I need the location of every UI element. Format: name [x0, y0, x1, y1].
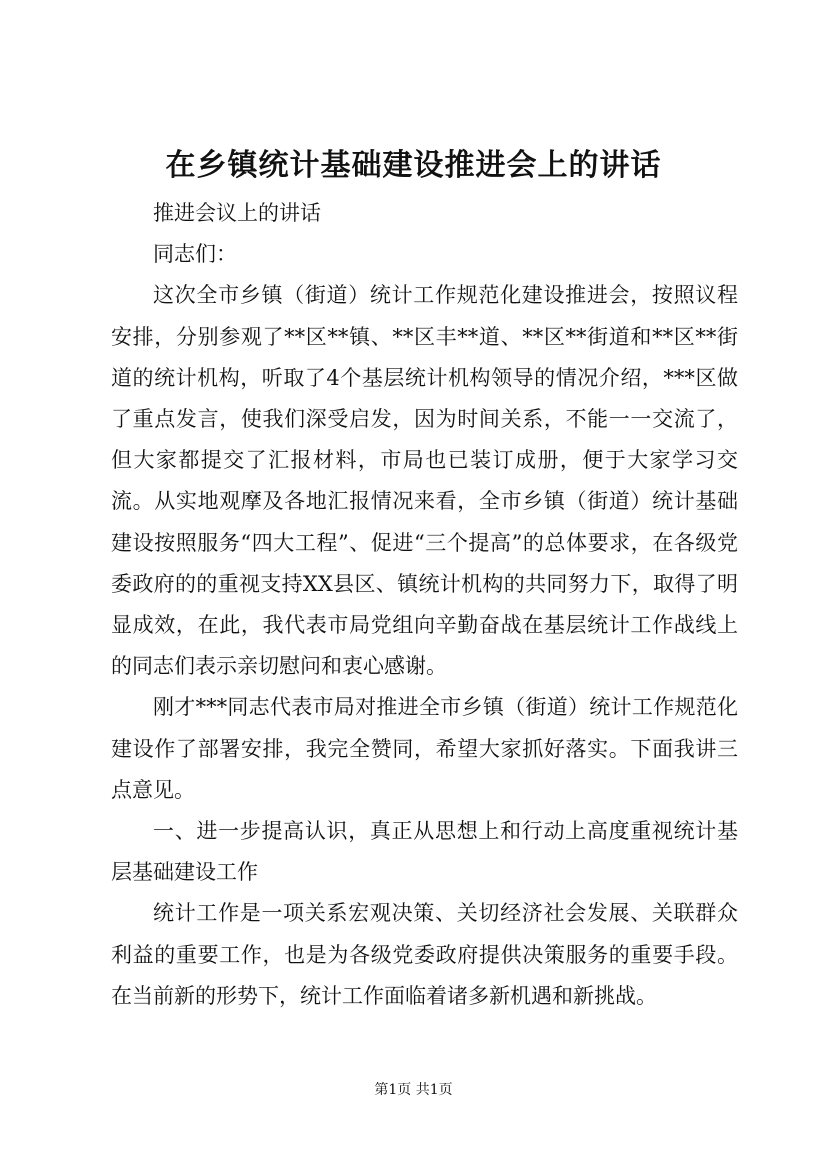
subtitle-paragraph: 推进会议上的讲话	[153, 201, 321, 225]
page-footer: 第1页 共1页	[374, 1082, 453, 1098]
section-heading: 一、进一步提高认识，真正从思想上和行动上高度重视统计基层基础建设工作	[111, 819, 738, 885]
body-paragraph: 统计工作是一项关系宏观决策、关切经济社会发展、关联群众利益的重要工作，也是为各级党委政府提供决策服务的重要手段。在当前新的形势下，统计工作面临着诸多新机遇和新挑战。	[111, 901, 738, 1008]
body-paragraph: 刚才***同志代表市局对推进全市乡镇（街道）统计工作规范化建设作了部署安排，我完全赞同，希望大家抓好落实。下面我讲三点意见。	[111, 695, 738, 802]
body-paragraph: 这次全市乡镇（街道）统计工作规范化建设推进会，按照议程安排，分别参观了**区**镇、**区丰**道、**区**街道和**区**街道的统计机构，听取了4个基层统计机构领导的情况介绍，***区做了重点发言，使我们深受启发，因为时间关系，不能一一交流了，但大家都提交了汇报材料，市局也已装订成册，便于大家学习交流。从实地观摩及各地汇报情况来看，全市乡镇（街道）统计基础建设按照服务“四大工程”、促进“三个提高”的总体要求，在各级党委政府的的重视支持XX县区、镇统计机构的共同努力下，取得了明显成效，在此，我代表市局党组向辛勤奋战在基层统计工作战线上的同志们表示亲切慰问和衷心感谢。	[111, 283, 738, 679]
salutation-paragraph: 同志们：	[153, 242, 237, 267]
document-body	[111, 193, 738, 1017]
document-title: 在乡镇统计基础建设推进会上的讲话	[165, 148, 662, 183]
